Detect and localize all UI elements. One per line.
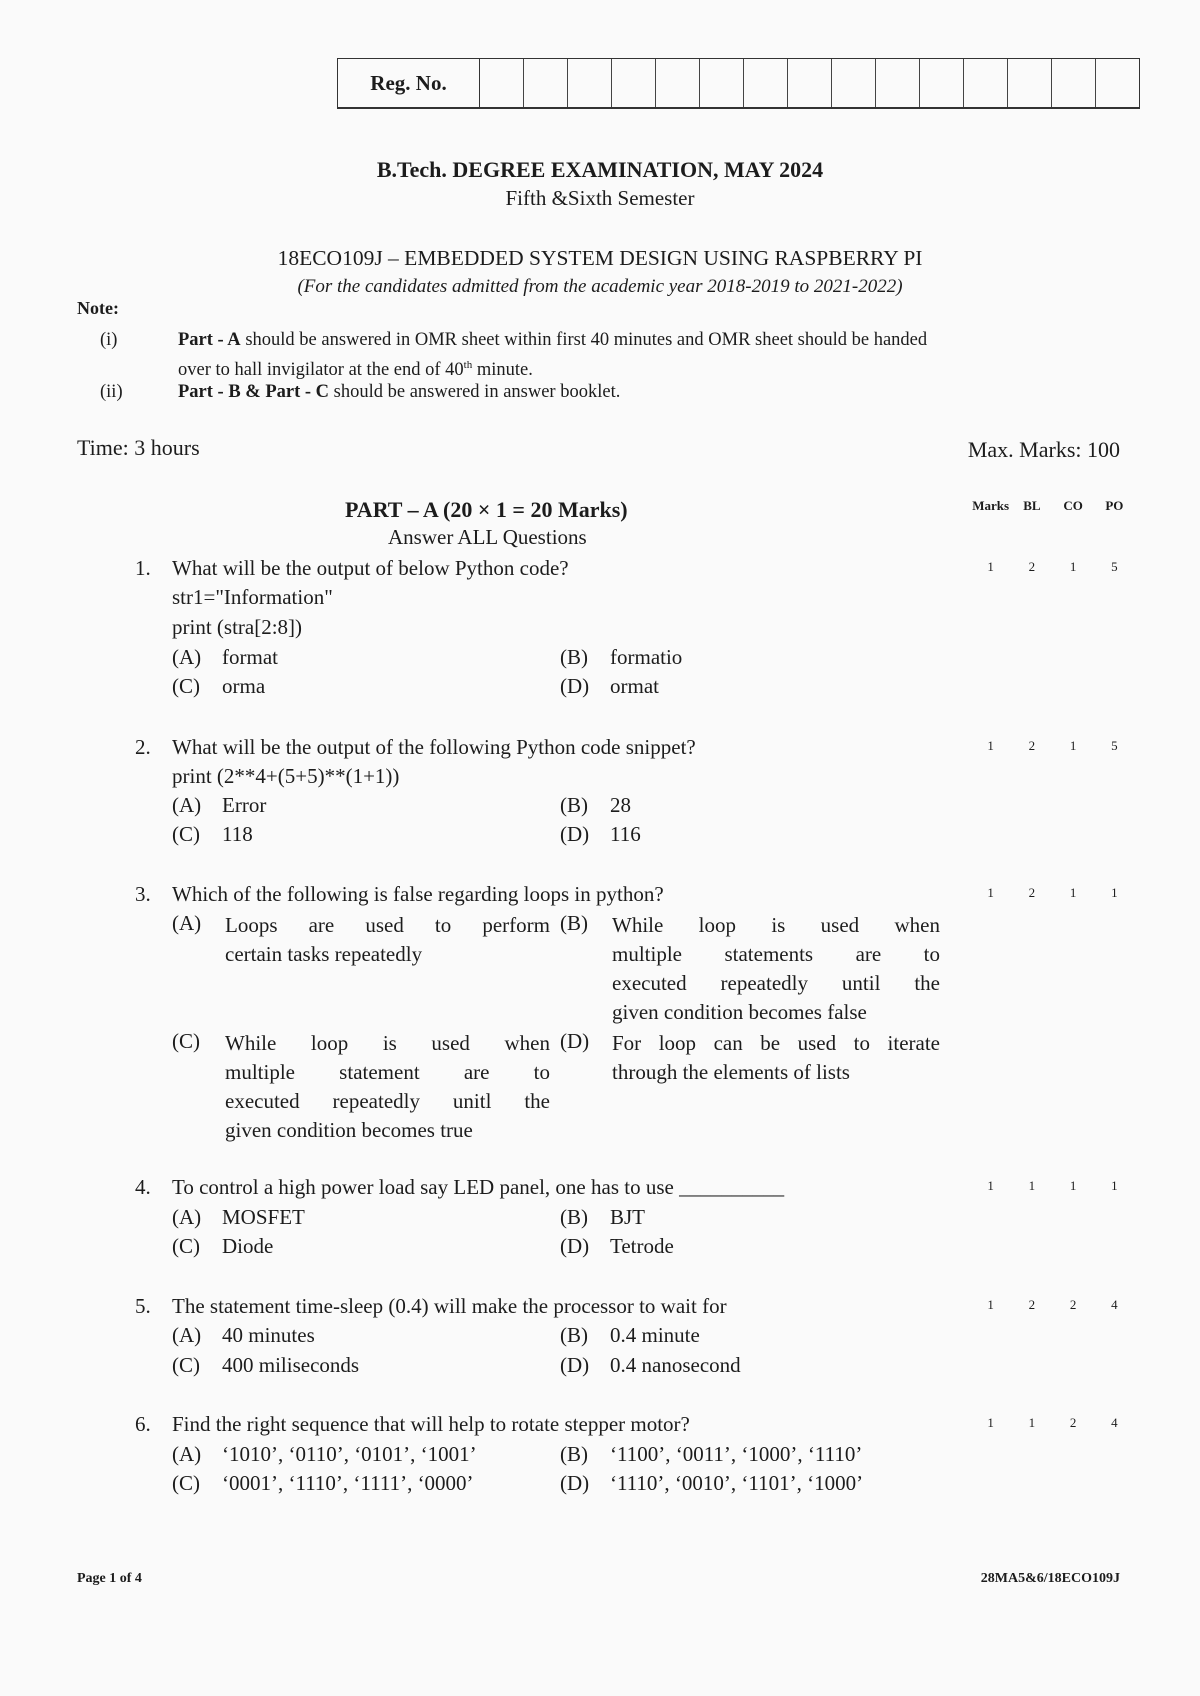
- reg-no-cell: [1008, 59, 1052, 107]
- question-text: What will be the output of the following Python code snippet?: [172, 735, 696, 759]
- note-num-1: (i): [100, 330, 118, 350]
- reg-no-cell: [876, 59, 920, 107]
- question-number: 1.: [135, 556, 151, 580]
- reg-no-cell: [612, 59, 656, 107]
- option-text: MOSFET: [222, 1205, 305, 1229]
- part-a-subtitle: Answer ALL Questions: [388, 525, 587, 549]
- option-b: [560, 793, 631, 818]
- question-meta: [970, 1415, 1135, 1431]
- option-line: While loop is used when: [225, 1031, 550, 1055]
- option-c: [172, 822, 253, 847]
- option-text: formatio: [610, 645, 683, 669]
- note-item-2: [178, 380, 620, 405]
- subject-title: 18ECO109J – EMBEDDED SYSTEM DESIGN USING RASPBERRY PI: [277, 246, 923, 270]
- note-item-2-text: should be answered in answer booklet.: [329, 382, 621, 402]
- option-text: ‘0001’, ‘1110’, ‘1111’, ‘0000’: [222, 1471, 474, 1495]
- meta-po: 4: [1111, 1415, 1118, 1430]
- note-num-2: (ii): [100, 382, 123, 402]
- note-item-1-text2: over to hall invigilator at the end of 40: [178, 360, 464, 381]
- page-number: Page 1 of 4: [77, 1571, 142, 1586]
- question-meta: [970, 885, 1135, 901]
- option-a: [172, 1442, 477, 1467]
- option-text: ‘1010’, ‘0110’, ‘0101’, ‘1001’: [222, 1442, 477, 1466]
- option-label: (D): [560, 822, 590, 846]
- option-label: (A): [172, 645, 202, 669]
- note-item-2-bold: Part - B & Part - C: [178, 382, 330, 402]
- option-label: (B): [560, 645, 588, 669]
- meta-po: 5: [1111, 559, 1118, 574]
- question-text: The statement time-sleep (0.4) will make the processor to wait for: [172, 1294, 727, 1318]
- header-co: CO: [1063, 498, 1083, 513]
- option-line: executed repeatedly unitl the: [225, 1089, 550, 1113]
- question-text: Find the right sequence that will help to rotate stepper motor?: [172, 1412, 690, 1436]
- option-d: [560, 822, 641, 847]
- meta-co: 1: [1069, 738, 1077, 753]
- meta-co: 2: [1069, 1415, 1077, 1430]
- option-c: [172, 674, 265, 699]
- option-line: executed repeatedly until the: [612, 971, 940, 995]
- note-item-1-sup: th: [463, 359, 473, 371]
- meta-marks: 1: [987, 1178, 994, 1193]
- question-number: 5.: [135, 1294, 151, 1318]
- option-label: (C): [172, 1029, 200, 1053]
- option-line: multiple statement are to: [225, 1060, 550, 1084]
- option-d: [560, 674, 659, 699]
- option-c: [172, 1353, 359, 1378]
- option-line: While loop is used when: [612, 913, 940, 937]
- option-text: orma: [222, 674, 266, 698]
- option-label: (C): [172, 1353, 200, 1377]
- option-label: (A): [172, 1205, 202, 1229]
- option-d-text: [612, 1029, 940, 1087]
- question-text: What will be the output of below Python code?: [172, 556, 569, 580]
- header-bl: BL: [1023, 498, 1041, 513]
- option-line: given condition becomes true: [225, 1118, 473, 1142]
- reg-no-cell: [788, 59, 832, 107]
- option-a: [172, 1323, 315, 1348]
- admitted-note: (For the candidates admitted from the academic year 2018-2019 to 2021-2022): [297, 276, 903, 297]
- reg-no-cell: [744, 59, 788, 107]
- option-c: [172, 1234, 273, 1259]
- option-line: through the elements of lists: [612, 1060, 850, 1084]
- option-label: (B): [560, 1205, 588, 1229]
- option-label: (B): [560, 1442, 588, 1466]
- reg-no-cell: [568, 59, 612, 107]
- reg-no-cell: [480, 59, 524, 107]
- reg-no-cell: [964, 59, 1008, 107]
- note-item-1: [178, 328, 1128, 383]
- reg-no-cell: [1096, 59, 1139, 107]
- reg-no-label: Reg. No.: [338, 59, 480, 107]
- option-b: [560, 911, 610, 936]
- option-text: 118: [222, 822, 253, 846]
- option-label: (A): [172, 911, 202, 935]
- question-code: print (2**4+(5+5)**(1+1)): [172, 764, 400, 788]
- question-meta: [970, 1178, 1135, 1194]
- semester: Fifth &Sixth Semester: [505, 186, 695, 210]
- note-item-1-text: should be answered in OMR sheet within first 40 minutes and OMR sheet should be handed: [240, 330, 928, 350]
- option-a: [172, 911, 222, 936]
- option-text: format: [222, 645, 278, 669]
- header-po: PO: [1105, 498, 1124, 513]
- meta-marks: 1: [987, 559, 994, 574]
- option-text: ‘1110’, ‘0010’, ‘1101’, ‘1000’: [610, 1471, 864, 1495]
- note-title: Note:: [77, 298, 119, 318]
- question-number: 2.: [135, 735, 151, 759]
- option-text: ormat: [610, 674, 659, 698]
- option-a: [172, 793, 266, 818]
- note-item-1-text3: minute.: [472, 360, 533, 381]
- question-number: 6.: [135, 1412, 151, 1436]
- option-label: (A): [172, 793, 202, 817]
- option-a-text: [225, 911, 550, 969]
- option-b: [560, 645, 682, 670]
- option-label: (D): [560, 1353, 590, 1377]
- meta-marks: 1: [987, 1415, 994, 1430]
- meta-bl: 2: [1028, 738, 1036, 753]
- meta-co: 1: [1069, 885, 1077, 900]
- option-text: 40 minutes: [222, 1323, 315, 1347]
- option-text: 0.4 nanosecond: [610, 1353, 741, 1377]
- option-line: For loop can be used to iterate: [612, 1031, 940, 1055]
- option-line: multiple statements are to: [612, 942, 940, 966]
- option-label: (C): [172, 1234, 200, 1258]
- time-label: Time: 3 hours: [77, 435, 200, 460]
- reg-no-cell: [1052, 59, 1096, 107]
- meta-po: 1: [1111, 885, 1118, 900]
- meta-co: 1: [1069, 1178, 1077, 1193]
- option-text: BJT: [610, 1205, 646, 1229]
- option-c-text: [225, 1029, 550, 1145]
- meta-marks: 1: [987, 885, 994, 900]
- meta-co: 1: [1069, 559, 1077, 574]
- option-line: Loops are used to perform: [225, 913, 550, 937]
- question-number: 4.: [135, 1175, 151, 1199]
- option-line: given condition becomes false: [612, 1000, 867, 1024]
- option-c: [172, 1029, 222, 1054]
- option-label: (D): [560, 674, 590, 698]
- paper-code: 28MA5&6/18ECO109J: [980, 1571, 1120, 1586]
- option-label: (B): [560, 793, 588, 817]
- option-label: (C): [172, 822, 200, 846]
- option-d: [560, 1029, 610, 1054]
- option-d: [560, 1471, 863, 1496]
- option-label: (A): [172, 1323, 202, 1347]
- reg-no-cell: [524, 59, 568, 107]
- marks-column-headers: [970, 498, 1135, 514]
- option-a: [172, 1205, 305, 1230]
- meta-marks: 1: [987, 738, 994, 753]
- option-c: [172, 1471, 474, 1496]
- option-label: (D): [560, 1234, 590, 1258]
- option-b: [560, 1205, 645, 1230]
- option-text: 400 miliseconds: [222, 1353, 360, 1377]
- option-a: [172, 645, 278, 670]
- meta-po: 5: [1111, 738, 1118, 753]
- max-marks-label: Max. Marks: 100: [967, 437, 1120, 462]
- option-text: 28: [610, 793, 631, 817]
- option-label: (B): [560, 1323, 588, 1347]
- meta-bl: 2: [1028, 885, 1036, 900]
- option-text: 116: [610, 822, 641, 846]
- option-text: 0.4 minute: [610, 1323, 700, 1347]
- meta-bl: 2: [1028, 1297, 1036, 1312]
- option-line: certain tasks repeatedly: [225, 942, 423, 966]
- question-meta: [970, 1297, 1135, 1313]
- exam-title: B.Tech. DEGREE EXAMINATION, MAY 2024: [376, 157, 824, 182]
- meta-bl: 1: [1028, 1178, 1036, 1193]
- question-meta: [970, 559, 1135, 575]
- question-meta: [970, 738, 1135, 754]
- option-b-text: [612, 911, 940, 1027]
- reg-no-cell: [700, 59, 744, 107]
- header-marks: Marks: [972, 498, 1010, 513]
- option-text: Error: [222, 793, 267, 817]
- option-text: ‘1100’, ‘0011’, ‘1000’, ‘1110’: [610, 1442, 863, 1466]
- meta-po: 4: [1111, 1297, 1118, 1312]
- option-d: [560, 1234, 674, 1259]
- meta-po: 1: [1111, 1178, 1118, 1193]
- meta-bl: 1: [1028, 1415, 1036, 1430]
- option-b: [560, 1323, 700, 1348]
- note-item-1-bold: Part - A: [178, 330, 241, 350]
- option-label: (D): [560, 1029, 590, 1053]
- option-label: (D): [560, 1471, 590, 1495]
- question-text: To control a high power load say LED panel, one has to use __________: [172, 1175, 785, 1199]
- reg-no-cell: [832, 59, 876, 107]
- option-d: [560, 1353, 741, 1378]
- question-code: print (stra[2:8]): [172, 615, 303, 639]
- meta-co: 2: [1069, 1297, 1077, 1312]
- part-a-title: PART – A (20 × 1 = 20 Marks): [345, 497, 628, 522]
- meta-bl: 2: [1028, 559, 1036, 574]
- question-number: 3.: [135, 882, 151, 906]
- reg-no-box: [337, 58, 1140, 109]
- option-text: Diode: [222, 1234, 274, 1258]
- reg-no-cell: [656, 59, 700, 107]
- option-label: (A): [172, 1442, 202, 1466]
- meta-marks: 1: [987, 1297, 994, 1312]
- question-code: str1="Information": [172, 585, 333, 609]
- option-b: [560, 1442, 862, 1467]
- option-text: Tetrode: [610, 1234, 674, 1258]
- option-label: (C): [172, 674, 200, 698]
- question-text: Which of the following is false regarding loops in python?: [172, 882, 664, 906]
- reg-no-cell: [920, 59, 964, 107]
- option-label: (C): [172, 1471, 200, 1495]
- option-label: (B): [560, 911, 588, 935]
